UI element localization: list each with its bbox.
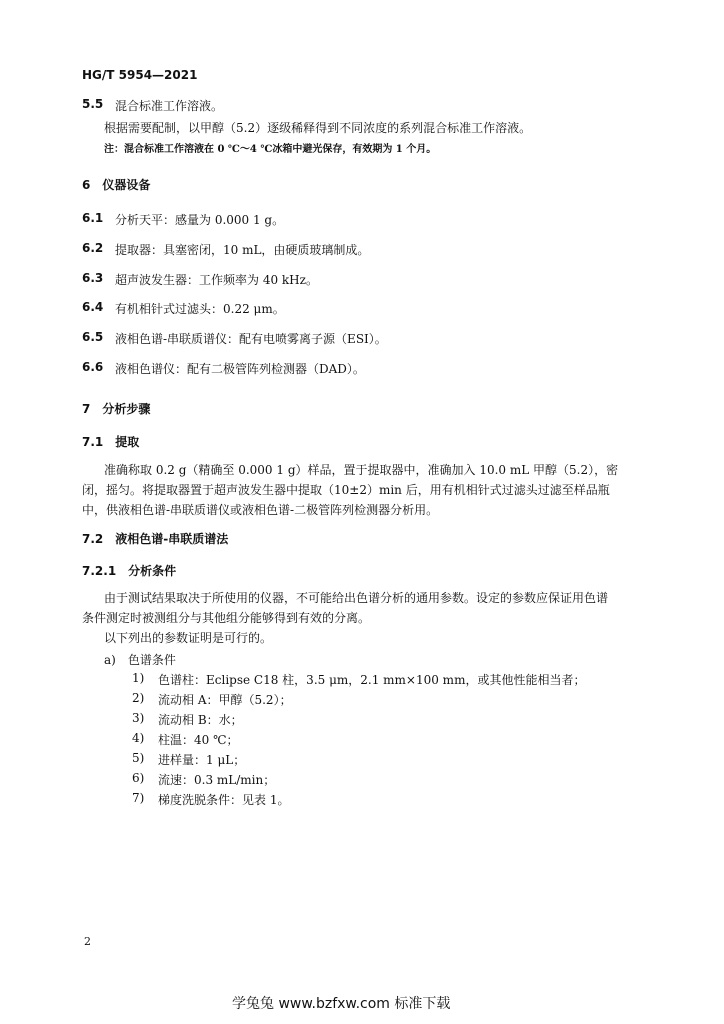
section-number: 5.5 — [82, 97, 104, 111]
chapter-title: 7 分析步骤 — [82, 402, 151, 416]
item-text: 液相色谱仪：配有二极管阵列检测器（DAD）。 — [115, 362, 365, 376]
subsection-title: 7.1 提取 — [82, 435, 140, 449]
condition-text: 柱温：40 ℃； — [158, 733, 239, 747]
chapter-title: 6 仪器设备 — [82, 178, 151, 192]
condition-number: 5) — [132, 751, 145, 765]
item-text: 提取器：具塞密闭，10 mL，由硬质玻璃制成。 — [115, 243, 370, 257]
item-text: 液相色谱-串联质谱仪：配有电喷雾离子源（ESI）。 — [115, 332, 387, 346]
standard-number: HG/T 5954—2021 — [82, 68, 198, 82]
condition-text: 流动相 B：水； — [158, 713, 243, 727]
condition-text: 进样量：1 μL； — [158, 753, 246, 767]
condition-number: 3) — [132, 711, 145, 725]
item-text: 有机相针式过滤头：0.22 μm。 — [115, 302, 285, 316]
item-number: 6.2 — [82, 241, 104, 255]
item-number: 6.5 — [82, 330, 104, 344]
list-item-a: a) 色谱条件 — [104, 653, 176, 667]
note: 注：混合标准工作溶液在 0 ℃～4 ℃冰箱中避光保存，有效期为 1 个月。 — [104, 144, 437, 155]
condition-text: 流动相 A：甲醇（5.2）； — [158, 693, 292, 707]
paragraph-line: 由于测试结果取决于所使用的仪器，不可能给出色谱分析的通用参数。设定的参数应保证用色谱 — [104, 591, 609, 605]
condition-number: 4) — [132, 731, 145, 745]
condition-text: 梯度洗脱条件：见表 1。 — [158, 793, 290, 807]
item-number: 6.3 — [82, 271, 104, 285]
watermark: 学兔兔 www.bzfxw.com 标准下载 — [232, 996, 451, 1012]
condition-number: 1) — [132, 671, 145, 685]
paragraph-line: 准确称取 0.2 g（精确至 0.000 1 g）样品，置于提取器中，准确加入 10.0 mL 甲醇（5.2），密 — [104, 463, 619, 477]
item-number: 6.4 — [82, 300, 104, 314]
section-title: 混合标准工作溶液。 — [115, 99, 224, 113]
item-number: 6.1 — [82, 211, 104, 225]
condition-text: 色谱柱：Eclipse C18 柱，3.5 μm，2.1 mm×100 mm，或其他性能相当者； — [158, 673, 586, 687]
paragraph-line: 条件测定时被测组分与其他组分能够得到有效的分离。 — [82, 611, 371, 625]
item-text: 超声波发生器：工作频率为 40 kHz。 — [115, 273, 318, 287]
item-text: 分析天平：感量为 0.000 1 g。 — [115, 213, 285, 227]
subsection-title: 7.2.1 分析条件 — [82, 564, 177, 578]
page-number: 2 — [84, 935, 91, 948]
condition-number: 2) — [132, 691, 145, 705]
paragraph: 根据需要配制，以甲醇（5.2）逐级稀释得到不同浓度的系列混合标准工作溶液。 — [104, 121, 532, 135]
subsection-title: 7.2 液相色谱-串联质谱法 — [82, 532, 229, 546]
condition-text: 流速：0.3 mL/min； — [158, 773, 276, 787]
condition-number: 7) — [132, 791, 145, 805]
paragraph-line: 以下列出的参数证明是可行的。 — [104, 631, 273, 645]
condition-number: 6) — [132, 771, 145, 785]
item-number: 6.6 — [82, 360, 104, 374]
paragraph-line: 闭，摇匀。将提取器置于超声波发生器中提取（10±2）min 后，用有机相针式过滤头过滤至样品瓶 — [82, 483, 610, 497]
paragraph-line: 中，供液相色谱-串联质谱仪或液相色谱-二极管阵列检测器分析用。 — [82, 503, 439, 517]
